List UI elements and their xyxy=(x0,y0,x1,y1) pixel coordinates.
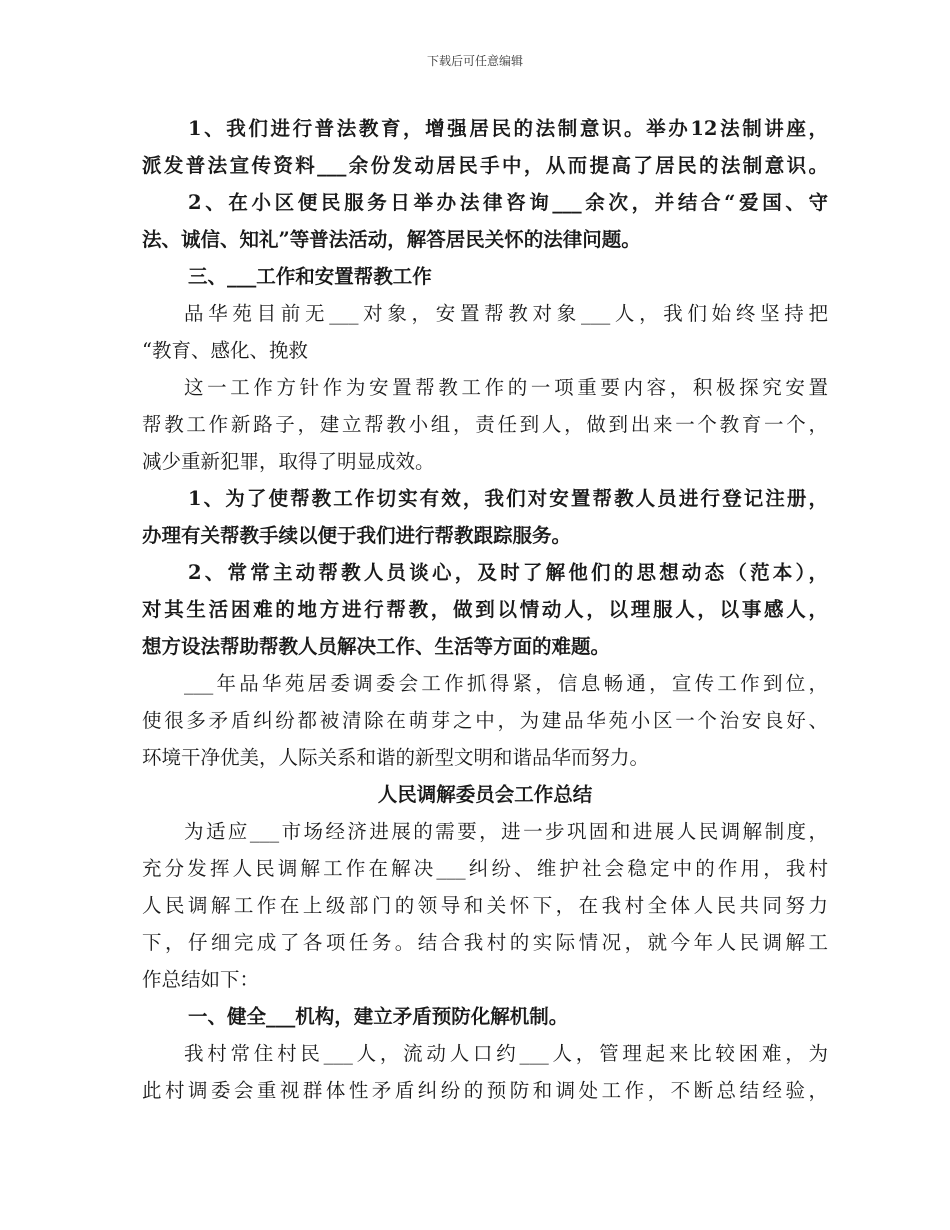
text-line: 法、诚信、知礼”等普法活动，解答居民关怀的法律问题。 xyxy=(142,228,641,251)
text-line: 办理有关帮教手续以便于我们进行帮教跟踪服务。 xyxy=(142,524,572,547)
text-line: 我村常住村民___人，流动人口约___人，管理起来比较困难，为 xyxy=(184,1042,828,1065)
text-line: 充分发挥人民调解工作在解决___纠纷、维护社会稳定中的作用，我村 xyxy=(142,857,828,880)
text-line: 这一工作方针作为安置帮教工作的一项重要内容，积极探究安置 xyxy=(184,376,828,399)
section-heading: 三、___工作和安置帮教工作 xyxy=(188,265,432,288)
text-line: 派发普法宣传资料___余份发动居民手中，从而提高了居民的法制意识。 xyxy=(142,154,828,177)
text-line: 此村调委会重视群体性矛盾纠纷的预防和调处工作，不断总结经验， xyxy=(142,1079,828,1102)
text-line: 品华苑目前无___对象，安置帮教对象___人，我们始终坚持把 xyxy=(184,302,828,325)
text-line: 使很多矛盾纠纷都被清除在萌芽之中，为建品华苑小区一个治安良好、 xyxy=(142,709,828,732)
document-body xyxy=(142,110,828,1109)
text-line: 想方设法帮助帮教人员解决工作、生活等方面的难题。 xyxy=(142,635,611,658)
text-line: 2、在小区便民服务日举办法律咨询___余次，并结合“爱国、守 xyxy=(188,191,828,214)
text-line: ___年品华苑居委调委会工作抓得紧，信息畅通，宣传工作到位， xyxy=(184,672,828,695)
text-line: “教育、感化、挽救 xyxy=(142,339,308,362)
text-line: 减少重新犯罪，取得了明显成效。 xyxy=(142,450,435,473)
section-heading: 一、健全___机构，建立矛盾预防化解机制。 xyxy=(188,1005,569,1028)
text-line: 人民调解工作在上级部门的领导和关怀下，在我村全体人民共同努力 xyxy=(142,894,828,917)
text-line: 2、常常主动帮教人员谈心，及时了解他们的思想动态（范本）， xyxy=(188,561,828,584)
text-line: 1、我们进行普法教育，增强居民的法制意识。举办12法制讲座， xyxy=(188,117,828,140)
text-line: 1、为了使帮教工作切实有效，我们对安置帮教人员进行登记注册， xyxy=(188,487,828,510)
text-line: 为适应___市场经济进展的需要，进一步巩固和进展人民调解制度， xyxy=(184,820,828,843)
page-header: 下载后可任意编辑 xyxy=(426,54,523,68)
text-line: 帮教工作新路子，建立帮教小组，责任到人，做到出来一个教育一个， xyxy=(142,413,828,436)
text-line: 下，仔细完成了各项任务。结合我村的实际情况，就今年人民调解工 xyxy=(142,931,828,954)
document-title: 人民调解委员会工作总结 xyxy=(377,783,593,806)
text-line: 对其生活困难的地方进行帮教，做到以情动人，以理服人，以事感人， xyxy=(142,598,828,621)
text-line: 环境干净优美，人际关系和谐的新型文明和谐品华而努力。 xyxy=(142,746,650,769)
text-line: 作总结如下： xyxy=(142,968,260,991)
